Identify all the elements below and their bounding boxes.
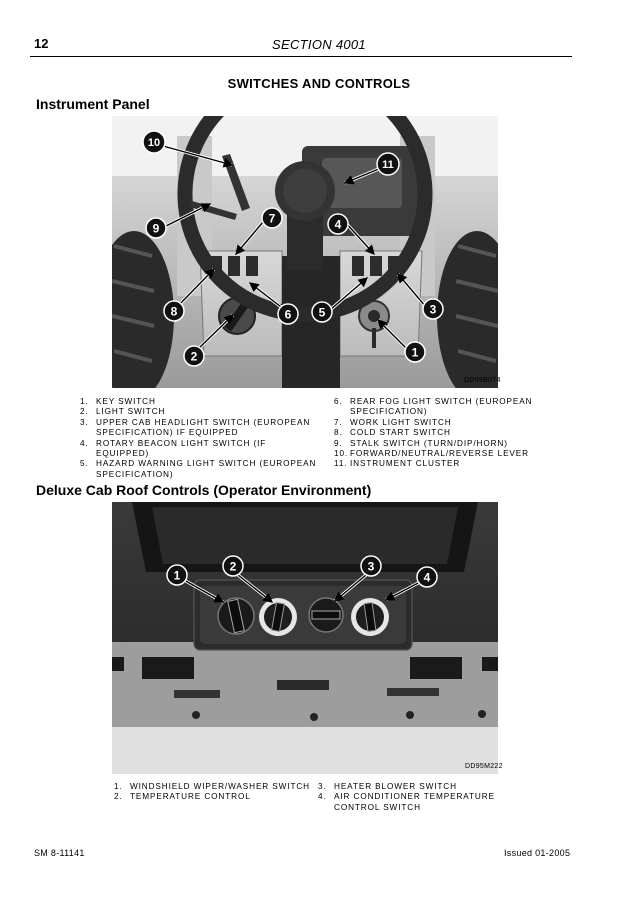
legend-item: 4. AIR CONDITIONER TEMPERATURE CONTROL SWITCH	[318, 792, 495, 812]
roof-callout-4	[417, 567, 437, 587]
svg-text:3: 3	[367, 559, 375, 574]
svg-text:8: 8	[170, 304, 178, 319]
section-title: SECTION 4001	[272, 37, 366, 52]
svg-text:11: 11	[382, 159, 394, 171]
svg-text:1: 1	[173, 568, 181, 583]
legend-item: 3. HEATER BLOWER SWITCH	[318, 782, 457, 791]
svg-text:9: 9	[152, 221, 160, 236]
svg-text:6: 6	[284, 307, 292, 322]
instrument-panel-heading: Instrument Panel	[36, 96, 150, 112]
legend-item: 2. TEMPERATURE CONTROL	[114, 792, 251, 802]
svg-text:10: 10	[147, 137, 161, 149]
svg-text:4: 4	[423, 570, 431, 585]
figure-code: DD95M222	[465, 763, 503, 770]
callout-arrow	[184, 580, 223, 602]
svg-text:3: 3	[429, 302, 437, 317]
svg-text:2: 2	[229, 559, 237, 574]
legend-item: 7. WORK LIGHT SWITCH	[334, 417, 452, 427]
document-id: SM 8-11141	[34, 848, 85, 858]
svg-text:7: 7	[268, 211, 276, 226]
callout-arrow	[335, 575, 366, 601]
legend-item: 4. ROTARY BEACON LIGHT SWITCH (IF EQUIPPED)	[80, 438, 267, 459]
page-title: SWITCHES AND CONTROLS	[227, 76, 411, 91]
svg-text:5: 5	[318, 305, 326, 320]
page-number: 12	[34, 36, 49, 51]
legend-item: 1. KEY SWITCH	[80, 397, 156, 406]
legend-item: 3. UPPER CAB HEADLIGHT SWITCH (EUROPEAN SPECIFICATION) IF EQUIPPED	[80, 417, 311, 438]
legend-item: 1. WINDSHIELD WIPER/WASHER SWITCH	[114, 782, 310, 791]
callout-arrow	[238, 575, 272, 602]
roof-controls-legend-right	[318, 782, 518, 813]
legend-item: 5. HAZARD WARNING LIGHT SWITCH (EUROPEAN SPECIFICATION)	[80, 459, 317, 479]
svg-text:2: 2	[190, 349, 198, 364]
legend-item: 8. COLD START SWITCH	[334, 428, 451, 438]
issue-date: Issued 01-2005	[504, 848, 571, 858]
legend-item: 9. STALK SWITCH (TURN/DIP/HORN)	[334, 438, 508, 448]
figure-code: DD99B074	[464, 377, 501, 384]
svg-text:1: 1	[411, 345, 419, 360]
legend-item: 10. FORWARD/NEUTRAL/REVERSE LEVER	[334, 449, 529, 459]
svg-text:4: 4	[334, 217, 342, 232]
roof-callout-1	[167, 565, 187, 585]
callout-arrow	[386, 582, 420, 600]
legend-item: 6. REAR FOG LIGHT SWITCH (EUROPEAN SPECIFICATION)	[334, 397, 533, 417]
roof-controls-heading: Deluxe Cab Roof Controls (Operator Environment)	[36, 482, 372, 498]
roof-controls-legend-left	[114, 782, 314, 803]
roof-callout-3	[361, 556, 381, 576]
legend-item: 11. INSTRUMENT CLUSTER	[334, 459, 461, 469]
legend-item: 2. LIGHT SWITCH	[80, 407, 166, 417]
roof-callout-2	[223, 556, 243, 576]
